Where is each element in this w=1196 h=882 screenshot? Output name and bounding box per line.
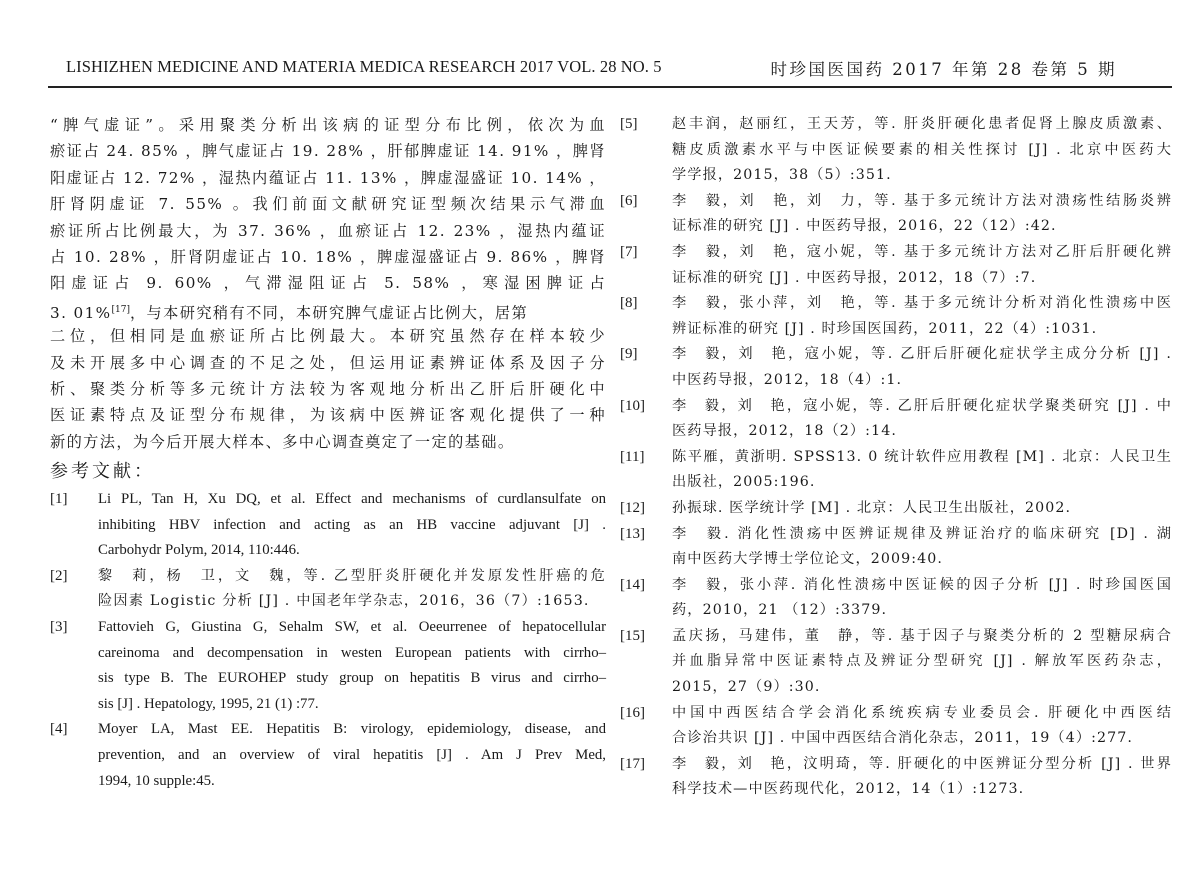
reference-number: [12] [620,499,645,516]
reference-item [620,112,1172,189]
reference-number: [1] [50,491,68,508]
reference-line: 黎 莉，杨 卫，文 魏，等. 乙型肝炎肝硬化并发原发性肝癌的危 [98,567,606,584]
reference-list-left [50,487,606,794]
right-column [620,112,1172,803]
body-line: 瘀证所占比例最大，为 37. 36% ，血瘀证占 12. 23% ，湿热内蕴证 [50,221,606,240]
reference-number: [4] [50,721,68,738]
reference-line: 李 毅，刘 艳，刘 力，等. 基于多元统计方法对溃疡性结肠炎辨 [672,192,1172,209]
body-line: 二位，但相同是血瘀证所占比例最大。本研究虽然存在样本较少 [50,327,606,346]
reference-item [620,752,1172,803]
reference-item [620,240,1172,291]
reference-line: 证标准的研究 [J] . 中医药导报，2016，22（12）:42. [672,218,1057,235]
reference-number: [13] [620,525,645,542]
reference-line: Fattovieh G, Giustina G, Sehalm SW, et al. Oeeurrenee of hepatocellular [98,619,606,636]
reference-line: 李 毅，刘 艳，汶明琦，等. 肝硬化的中医辨证分型分析 [J] . 世界 [672,755,1172,772]
reference-number: [7] [620,243,638,260]
reference-line: 李 毅，刘 艳，寇小妮，等. 基于多元统计方法对乙肝后肝硬化辨 [672,243,1172,260]
reference-line: 1994, 10 supple:45. [98,772,215,789]
reference-line: prevention, and an overview of viral hepatitis [J] . Am J Prev Med, [98,747,606,764]
journal-title-cn: 时珍国医国药 2017 年第 28 卷第 5 期 [770,60,1117,79]
reference-item [620,189,1172,240]
reference-item [620,496,1172,522]
reference-line: 陈平雁，黄浙明. SPSS13. 0 统计软件应用教程 [M] . 北京：人民卫生 [672,448,1172,465]
reference-line: 孙振球. 医学统计学 [M] . 北京：人民卫生出版社，2002. [672,499,1072,516]
reference-line: 糖皮质激素水平与中医证候要素的相关性探讨 [J] . 北京中医药大 [672,141,1172,158]
body-line: 新的方法，为今后开展大样本、多中心调查奠定了一定的基础。 [50,432,515,451]
reference-number: [15] [620,627,645,644]
reference-line: inhibiting HBV infection and acting as an HB vaccine adjuvant [J] . [98,516,606,533]
reference-number: [9] [620,346,638,363]
body-line: “脾气虚证”。采用聚类分析出该病的证型分布比例，依次为血 [50,116,606,134]
reference-line: sis [J] . Hepatology, 1995, 21 (1) :77. [98,695,319,712]
reference-line: Carbohydr Polym, 2014, 110:446. [98,542,300,559]
reference-line: 合诊治共识 [J] . 中国中西医结合消化杂志，2011，19（4）:277. [672,730,1134,747]
reference-item [50,487,606,564]
left-column [50,112,606,794]
body-line: 阳虚证占 9. 60% ，气滞湿阻证占 5. 58% ，寒湿困脾证占 [50,274,606,293]
body-line: 析、聚类分析等多元统计方法较为客观地分析出乙肝后肝硬化中 [50,379,606,398]
journal-title-en: LISHIZHEN MEDICINE AND MATERIA MEDICA RESEARCH 2017 VOL. 28 NO. 5 [66,57,662,76]
body-segment: ，与本研究稍有不同，本研究脾气虚证占比例大，居第 [129,303,529,322]
header-rule [48,86,1172,88]
reference-line: 2015，27（9）:30. [672,679,821,696]
body-line: 占 10. 28% ，肝肾阴虚证占 10. 18% ，脾虚湿盛证占 9. 86% ，脾肾 [50,247,606,266]
reference-number: [8] [620,295,638,312]
reference-line: careinoma and decompensation in westen European patients with cirrho– [98,644,606,661]
body-line: 及未开展多中心调查的不足之处，但运用证素辨证体系及因子分 [50,353,606,372]
reference-line: 李 毅，张小萍. 消化性溃疡中医证候的因子分析 [J] . 时珍国医国 [672,576,1172,593]
reference-line: 证标准的研究 [J] . 中医药导报，2012，18（7）:7. [672,269,1037,286]
reference-line: sis type B. The EUROHEP study group on hepatitis B virus and cirrho– [98,670,606,687]
reference-line: Li PL, Tan H, Xu DQ, et al. Effect and mechanisms of curdlansulfate on [98,491,606,508]
reference-line: 辨证标准的研究 [J] . 时珍国医国药，2011，22（4）:1031. [672,320,1098,337]
body-segment: 3. 01% [50,303,112,322]
reference-line: 李 毅，刘 艳，寇小妮，等. 乙肝后肝硬化症状学聚类研究 [J] . 中 [672,397,1172,414]
reference-number: [5] [620,116,638,132]
reference-item [620,394,1172,445]
reference-number: [17] [620,755,645,772]
reference-number: [14] [620,576,645,593]
reference-line: 南中医药大学博士学位论文，2009:40. [672,551,943,568]
reference-item [50,564,606,615]
body-line-with-citation [50,297,606,323]
reference-item [620,573,1172,624]
reference-line: 李 毅，张小萍，刘 艳，等. 基于多元统计分析对消化性溃疡中医 [672,295,1172,312]
body-line: 肝肾阴虚证 7. 55% 。我们前面文献研究证型频次结果示气滞血 [50,195,606,214]
reference-line: 孟庆扬，马建伟，董 静，等. 基于因子与聚类分析的 2 型糖尿病合 [672,627,1172,644]
body-paragraph [50,112,606,455]
reference-line: 医药导报，2012，18（2）:14. [672,423,897,440]
reference-item [620,624,1172,701]
reference-number: [16] [620,704,645,721]
reference-line: 李 毅，刘 艳，寇小妮，等. 乙肝后肝硬化症状学主成分分析 [J] . [672,346,1172,363]
reference-line: 科学技术—中医药现代化，2012，14（1）:1273. [672,781,1025,798]
reference-item [620,342,1172,393]
reference-line: 药，2010，21 （12）:3379. [672,602,888,619]
reference-number: [10] [620,397,645,414]
reference-list-right [620,112,1172,803]
reference-item [50,615,606,717]
citation-marker[interactable]: [17] [111,304,130,315]
reference-line: 学学报，2015，38（5）:351. [672,167,892,184]
reference-number: [3] [50,619,68,636]
reference-line: 李 毅. 消化性溃疡中医辨证规律及辨证治疗的临床研究 [D] . 湖 [672,525,1172,542]
reference-line: 中医药导报，2012，18（4）:1. [672,371,903,388]
reference-line: 赵丰润，赵丽红，王天芳，等. 肝炎肝硬化患者促肾上腺皮质激素、 [672,116,1172,132]
reference-item [620,701,1172,752]
reference-item [620,445,1172,496]
reference-line: 险因素 Logistic 分析 [J] . 中国老年学杂志，2016，36（7）:1653. [98,593,590,610]
reference-number: [2] [50,567,68,584]
reference-line: Moyer LA, Mast EE. Hepatitis B: virology, epidemiology, disease, and [98,721,606,738]
body-line: 医证素特点及证型分布规律，为该病中医辨证客观化提供了一种 [50,406,606,425]
reference-number: [6] [620,192,638,209]
reference-line: 并血脂异常中医证素特点及辨证分型研究 [J] . 解放军医药杂志， [672,653,1172,670]
reference-item [50,717,606,794]
body-line: 瘀证占 24. 85% ，脾气虚证占 19. 28% ，肝郁脾虚证 14. 91% ，脾肾 [50,142,606,161]
reference-item [620,522,1172,573]
reference-line: 中国中西医结合学会消化系统疾病专业委员会. 肝硬化中西医结 [672,704,1172,721]
running-header [48,50,1172,86]
references-heading: 参考文献： [50,461,155,483]
reference-number: [11] [620,448,645,465]
reference-line: 出版社，2005:196. [672,474,816,491]
reference-item [620,291,1172,342]
body-line: 阳虚证占 12. 72% ，湿热内蕴证占 11. 13% ，脾虚湿盛证 10. 14% ， [50,168,606,187]
